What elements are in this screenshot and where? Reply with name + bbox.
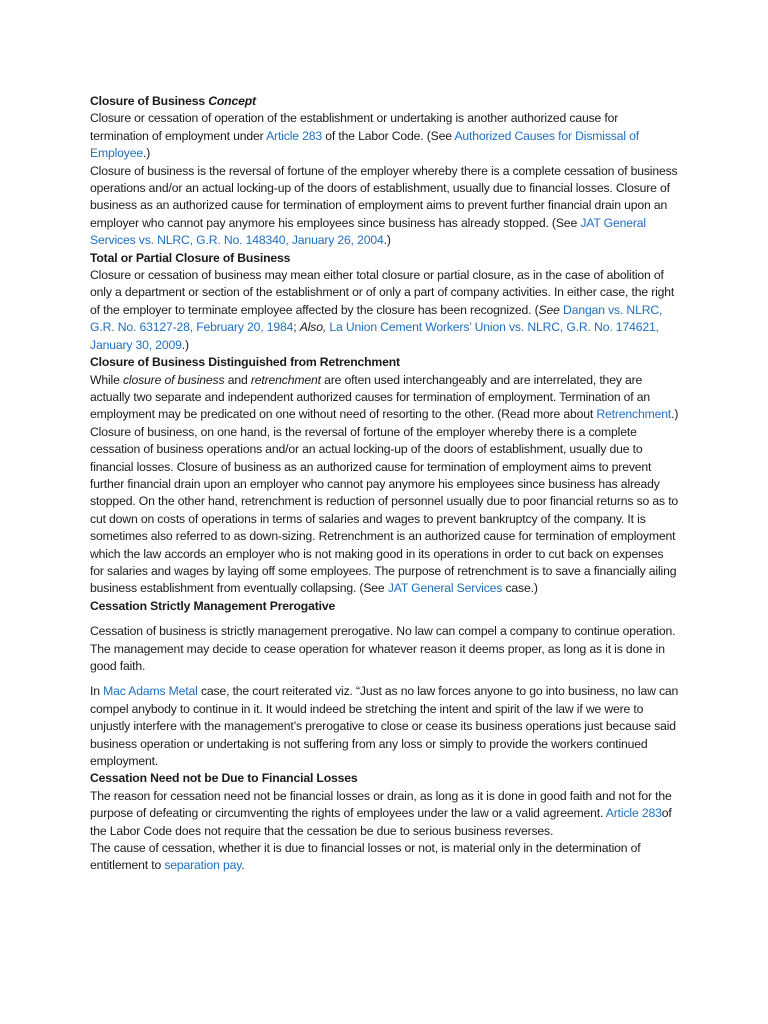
heading-closure-vs-retrenchment: Closure of Business Distinguished from Retrenchment bbox=[90, 355, 400, 370]
link-dangan-vs-nlrc[interactable]: Dangan vs. NLRC, G.R. No. 63127-28, February 20, 1984 bbox=[90, 302, 663, 335]
paragraph-reason-for-cessation: The reason for cessation need not be financial losses or drain, as long as it is done in good faith and not for the purpose of defeating or circumventing the rights of employees under the law or a valid agreement. Article 283of the Labor Code does not require that the cessation be due to serious business reverses. bbox=[90, 788, 672, 838]
heading-not-due-financial-losses: Cessation Need not be Due to Financial Losses bbox=[90, 771, 358, 786]
paragraph-cause-of-cessation: The cause of cessation, whether it is due to financial losses or not, is material only in the determination of entitlement to separation pay. bbox=[90, 841, 641, 873]
link-la-union-cement[interactable]: La Union Cement Workers’ Union vs. NLRC, G.R. No. 174621, January 30, 2009 bbox=[90, 320, 659, 352]
link-article-283-second[interactable]: Article 283 bbox=[605, 806, 662, 821]
link-authorized-causes[interactable]: Authorized Causes for Dismissal of Employee bbox=[90, 128, 640, 161]
paragraph-management-prerogative: Cessation of business is strictly management prerogative. No law can compel a company to continue operation. The management may decide to cease operation for whatever reason it deems proper, as long as it is done in good faith. bbox=[90, 624, 676, 673]
link-jat-general-services[interactable]: JAT General Services bbox=[387, 581, 503, 596]
link-jat-general-services-case[interactable]: JAT General Services vs. NLRC, G.R. No. 148340, January 26, 2004 bbox=[90, 215, 646, 248]
paragraph-mac-adams-metal: In Mac Adams Metal case, the court reiterated viz. “Just as no law forces anyone to go into business, no law can compel anybody to continue in it. It would indeed be stretching the intent and spirit of the law if we were to unjustly interfere with the management’s prerogative to close or cease its business operations just because said business operation or undertaking is not suffering from any loss or simply to provide the workers continued employment. bbox=[90, 684, 679, 769]
link-separation-pay[interactable]: separation pay bbox=[164, 858, 242, 873]
paragraph-total-partial-closure: Closure or cessation of business may mean either total closure or partial closure, as in the case of abolition of only a department or section of the establishment or of only a part of company activities. In either case, the right of the employer to terminate employee affected by the closure has been recognized. (See Dangan vs. NLRC, G.R. No. 63127-28, February 20, 1984; Also, La Union Cement Workers’ Union vs. NLRC, G.R. No. 174621, January 30, 2009.) bbox=[90, 268, 675, 352]
link-mac-adams-metal[interactable]: Mac Adams Metal bbox=[103, 684, 198, 699]
heading-closure-concept: Closure of Business Concept bbox=[90, 94, 256, 108]
link-article-283[interactable]: Article 283 bbox=[266, 128, 323, 143]
paragraph-closure-definition: Closure or cessation of operation of the establishment or undertaking is another authorized cause for termination of employment under Article 283 of the Labor Code. (See Authorized Causes for Dismissal of Employee.) bbox=[90, 111, 640, 161]
document-body bbox=[90, 93, 680, 875]
link-retrenchment[interactable]: Retrenchment bbox=[596, 407, 672, 422]
paragraph-closure-retrenchment-detail: Closure of business, on one hand, is the reversal of fortune of the employer whereby there is a complete cessation of business operations and/or an actual locking-up of the doors of establishment, usually due to financial losses. Closure of business as an authorized cause for termination of employment aims to prevent further financial drain upon an employer who cannot pay anymore his employees since business has already stopped. On the other hand, retrenchment is reduction of personnel usually due to poor financial returns so as to cut down on costs of operations in terms of salaries and wages to prevent bankruptcy of the company. It is sometimes also referred to as down-sizing. Retrenchment is an authorized cause for termination of employment which the law accords an employer who is not making good in its operations in order to cut back on expenses for salaries and wages by laying off some employees. The purpose of retrenchment is to save a financially ailing business establishment from eventually collapsing. (See JAT General Services case.) bbox=[90, 424, 679, 596]
paragraph-reversal-of-fortune: Closure of business is the reversal of fortune of the employer whereby there is a complete cessation of business operations and/or an actual locking-up of the doors of establishment, usually due to financial losses. Closure of business as an authorized cause for termination of employment aims to prevent further financial drain upon an employer who cannot pay anymore his employees since business has already stopped. (See JAT General Services vs. NLRC, G.R. No. 148340, January 26, 2004.) bbox=[90, 163, 678, 248]
paragraph-interchangeable: While closure of business and retrenchment are often used interchangeably and are interrelated, they are actually two separate and independent authorized causes for termination of employment. Termination of an employment may be predicated on one without need of resorting to the other. (Read more about Retrenchment.) bbox=[90, 372, 679, 422]
heading-total-partial-closure: Total or Partial Closure of Business bbox=[90, 250, 291, 265]
heading-management-prerogative: Cessation Strictly Management Prerogative bbox=[90, 598, 336, 613]
